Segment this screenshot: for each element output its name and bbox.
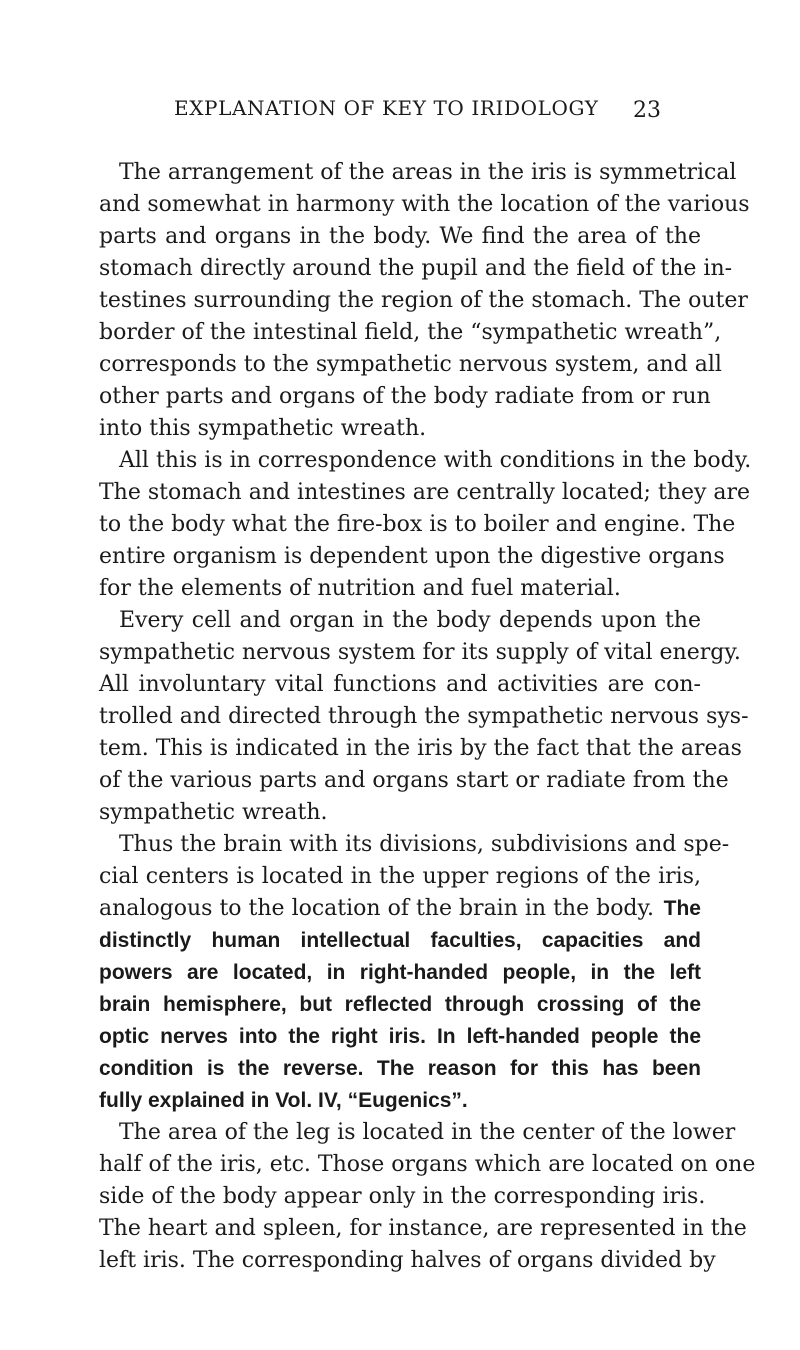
text-line: and somewhat in harmony with the location of the various xyxy=(99,192,750,217)
text-line: Every cell and organ in the body depends upon the xyxy=(119,608,701,633)
text-line: The area of the leg is located in the center of the lower xyxy=(119,1120,736,1145)
text-line: side of the body appear only in the corresponding iris. xyxy=(99,1184,706,1209)
text-line: tem. This is indicated in the iris by the fact that the areas xyxy=(99,736,742,761)
running-head: EXPLANATION OF KEY TO IRIDOLOGY xyxy=(174,96,599,120)
text-line: corresponds to the sympathetic nervous system, and all xyxy=(99,352,722,377)
text-line: border of the intestinal field, the “sympathetic wreath”, xyxy=(99,320,722,345)
text-line: All this is in correspondence with conditions in the body. xyxy=(119,448,752,473)
text-line: other parts and organs of the body radiate from or run xyxy=(99,384,711,409)
text-line: sympathetic nervous system for its supply of vital energy. xyxy=(99,640,741,665)
text-line: to the body what the fire-box is to boiler and engine. The xyxy=(99,512,736,537)
text-line-bold: condition is the reverse. The reason for this has been xyxy=(99,1057,701,1080)
text-line-bold: brain hemisphere, but reflected through crossing of the xyxy=(99,993,701,1016)
text-line: The arrangement of the areas in the iris is symmetrical xyxy=(119,160,737,185)
text-line: The stomach and intestines are centrally located; they are xyxy=(99,480,751,505)
text-line-bold: powers are located, in right-handed people, in the left xyxy=(99,961,701,984)
text-line: of the various parts and organs start or radiate from the xyxy=(99,768,729,793)
text-line: Thus the brain with its divisions, subdivisions and spe- xyxy=(119,832,730,857)
body-text xyxy=(99,157,756,1277)
text-line: into this sympathetic wreath. xyxy=(99,416,427,441)
text-line: The heart and spleen, for instance, are represented in the xyxy=(99,1216,747,1241)
text-line-bold: optic nerves into the right iris. In left-handed people the xyxy=(99,1025,701,1048)
text-line: sympathetic wreath. xyxy=(99,800,328,825)
page-number: 23 xyxy=(633,98,661,123)
text-line: All involuntary vital functions and activities are con- xyxy=(99,672,701,697)
text-line: testines surrounding the region of the stomach. The outer xyxy=(99,288,748,313)
text-line: trolled and directed through the sympathetic nervous sys- xyxy=(99,704,749,729)
text-line: for the elements of nutrition and fuel material. xyxy=(99,576,621,601)
text-line: cial centers is located in the upper regions of the iris, xyxy=(99,864,701,889)
text-line: stomach directly around the pupil and the field of the in- xyxy=(99,256,733,281)
text-line: left iris. The corresponding halves of organs divided by xyxy=(99,1248,716,1273)
text-line: entire organism is dependent upon the digestive organs xyxy=(99,544,725,569)
text-line-bold: fully explained in Vol. IV, “Eugenics”. xyxy=(99,1089,468,1112)
text-line-bold: distinctly human intellectual faculties, capacities and xyxy=(99,929,701,952)
text-line: half of the iris, etc. Those organs which are located on one xyxy=(99,1152,756,1177)
text-segment-bold: The xyxy=(663,897,701,920)
text-segment: analogous to the location of the brain in the body. xyxy=(99,896,655,921)
text-line: parts and organs in the body. We find the area of the xyxy=(99,224,701,249)
text-line xyxy=(99,893,701,925)
